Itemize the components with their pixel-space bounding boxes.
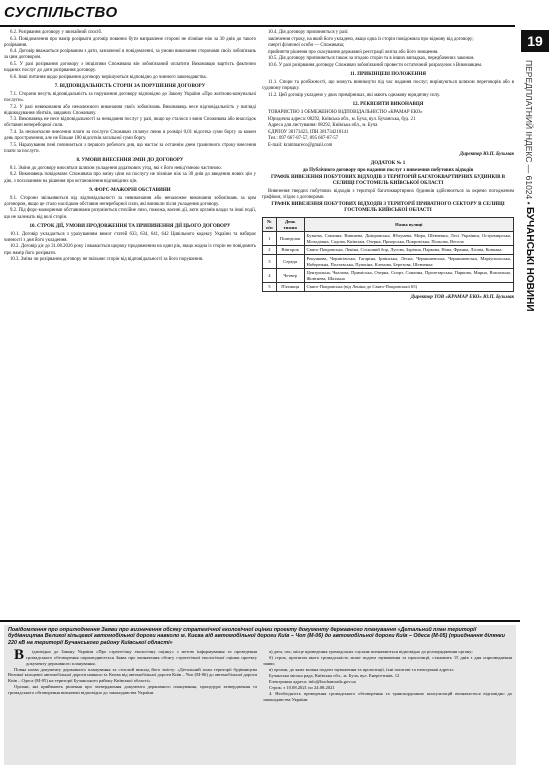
vertical-masthead	[524, 60, 535, 312]
section-heading: 12. РЕКВІЗИТИ ВИКОНАВЦЯ	[352, 101, 424, 107]
paragraph: Органи, які приймають рішення про затвердження документа державного планування, процедура затвердження та громадського обговорення визначені відповідно до законодавства України.	[8, 684, 257, 695]
paragraph: 7.1. Сторони несуть відповідальність за порушення договору відповідно до Закону України «Про житлово-комунальні послуги».	[4, 91, 256, 103]
announcement-column-right	[263, 649, 512, 703]
page-header	[0, 0, 555, 26]
column-header: День тижня	[276, 217, 304, 231]
schedule-title-2: ГРАФІК ВИВЕЗЕННЯ ПОБУТОВИХ ВІДХОДІВ З ТЕРИТОРІЇ ПРИВАТНОГО СЕКТОРУ В СЕЛИЩІ ГОСТОМЕЛЬ КИЇВСЬКОЇ ОБЛАСТІ	[271, 201, 505, 213]
paragraph	[8, 649, 257, 666]
header-rule	[0, 25, 515, 27]
paragraph: Повна назва документу державного планування та стислий виклад його змісту: «Детальний план території будівництва Великої кільцевої автомобільної дороги навколо м. Києва від автомобільної дороги Київ – Чоп (М-06) до автомобільної дороги Київ – Одеса (М-05) на території Бучанського району Київської області».	[8, 666, 257, 684]
paragraph: 7.3. Виконавець не несе відповідальності за ненадання послуг у разі, якщо це сталося з вини Споживача або внаслідок обставин непереборної сили.	[4, 117, 256, 129]
paragraph: Бучанська міська рада, Київська обл., м. Буча, вул. Енергетиків, 12	[269, 673, 400, 679]
company-name: ТОВАРИСТВО З ОБМЕЖЕНОЮ ВІДПОВІДАЛЬНІСТЮ «КРАМАР ЕКО»	[268, 110, 423, 116]
row-number: 1	[263, 232, 277, 246]
paragraph: 7.5. Нарахування пені починається з першого робочого дня, що настає за останнім днем граничного строку внесення плати за послуги.	[4, 142, 256, 154]
paragraph: Строк: з 10.08.2021 по 24.08.2021	[269, 685, 335, 691]
paragraph: 11.1. Спори та розбіжності, що можуть виникнути під час надання послуг, вирішуються шляхом переговорів або в судовому порядку.	[262, 80, 514, 92]
row-day: Середа	[276, 254, 304, 268]
paragraph: 6.5. У разі розірвання договору з ініціативи Споживача він зобов'язаний оплатити Виконавцю вартість фактично наданих послуг до дати розірвання договору.	[4, 61, 256, 74]
announcement-columns	[4, 649, 516, 703]
paragraph: 9.1. Сторони звільняються від відповідальності за невиконання або неналежне виконання зобов'язань за цим договором, якщо це стало наслідком обставин непереборної сили, які виникли після укладення договору.	[4, 195, 256, 207]
paragraph: 10.5. Дія договору припиняється також за згодою сторін та в інших випадках, передбачених законом.	[268, 56, 475, 62]
subscription-index: ПЕРЕДПЛАТНИЙ ІНДЕКС — 61024 •	[524, 60, 534, 205]
paragraph: б) строк, протягом якого громадськість може подати зауваження та пропозиції, становить 15 днів з дня оприлюднення заяви;	[263, 655, 512, 667]
announcement-title: Повідомлення про оприлюднення Заяви про визначення обсягу стратегічної екологічної оцінки проекту документу державного планування «Детальний план території будівництва Великої кільцевої автомобільної дороги навколо м. Києва від автомобільної дороги Київ – Чоп (М-06) до автомобільної дороги Київ – Одеса (М-05) (приєднання ділянки 220 кВ на території Бучанського району Київської області»	[8, 627, 505, 646]
row-day: Четвер	[276, 269, 304, 283]
paragraph: 11.2. Цей договір укладено у двох примірниках, які мають однакову юридичну силу.	[268, 92, 441, 98]
paragraph: 8.1. Зміни до договору вносяться шляхом укладення додаткових угод, які є його невід'ємною частиною.	[10, 165, 222, 171]
paragraph: 10.3. Зміна чи розірвання договору не звільняє сторін від відповідальності за його порушення.	[10, 257, 204, 263]
legal-address: Юридична адреса: 08292, Київська обл., м. Буча, вул. Бучанська, буд. 21	[268, 116, 416, 122]
company-phone: Тел.: 097 667-87-57, 095 667-87-57	[268, 136, 339, 142]
paragraph: 10.2. Договір діє до 31.08.2026 року і вважається щороку продовженим на один рік, якщо жодна із сторін не повідомить про намір його розірвати.	[4, 244, 256, 256]
schedule-title-1: ГРАФІК ВИВЕЗЕННЯ ПОБУТОВИХ ВІДХОДІВ З ТЕРИТОРІЙ БАГАТОКВАРТИРНИХ БУДИНКІВ В СЕЛИЩІ ГОСТОМЕЛЬ КИЇВСЬКОЇ ОБЛАСТІ	[271, 175, 505, 187]
paragraph: в) органи, до яких можна подати зауваження та пропозиції, їхні поштові та електронні адреси:	[269, 667, 455, 673]
table-row	[263, 269, 514, 283]
table-row	[263, 232, 514, 246]
row-day: Понеділок	[276, 232, 304, 246]
paragraph: 6.6. Інші питання щодо розірвання договору вирішуються відповідно до чинного законодавства.	[10, 74, 207, 80]
table-header-row	[263, 217, 514, 231]
signature-line: Директор ТОВ «КРАМАР ЕКО» Ю.П. Бузьмак	[410, 294, 514, 300]
drop-cap: В	[14, 647, 25, 664]
row-streets: Центральна, Чкалова, Приміська, Озерна, Спорт, Сонячна, Пролетарська, Паркова, Мирна, Вокзальна, Жовтнева, Шкільна	[304, 269, 513, 283]
side-strip	[520, 0, 555, 620]
section-heading: 8. УМОВИ ВНЕСЕННЯ ЗМІН ДО ДОГОВОРУ	[76, 157, 184, 163]
announcement-box	[4, 625, 516, 765]
paragraph: 10.6. У разі розірвання договору Споживач зобов'язаний провести остаточний розрахунок з Виконавцем.	[268, 62, 483, 68]
row-day: Вівторок	[276, 246, 304, 255]
row-number: 5	[263, 283, 277, 292]
paragraph: 6.2. Розірвання договору у звичайний спосіб.	[10, 30, 103, 35]
paragraph: 10.4. Дія договору припиняється у разі:	[268, 30, 349, 35]
paragraph: 6.4. Договір вважається розірваним з дати, зазначеної в повідомленні, за умови виконання сторонами своїх зобов'язань за цим договором.	[4, 49, 256, 61]
table-row	[263, 246, 514, 255]
section-heading: 10. СТРОК ДІЇ, УМОВИ ПРОДОВЖЕННЯ ТА ПРИПИНЕННЯ ДІЇ ЦЬОГО ДОГОВОРУ	[29, 223, 231, 229]
paragraph: Електронна адреса: info@buchamrada.gov.ua	[269, 679, 356, 685]
paragraph: 10.1. Договір укладається з урахуванням вимог статей 633, 634, 641, 642 Цивільного кодексу України та набирає чинності з дня його укладення.	[4, 231, 256, 243]
right-column	[262, 30, 514, 615]
section-heading: 9. ФОРС-МАЖОРНІ ОБСТАВИНИ	[89, 187, 171, 193]
signature-line: Директор Ю.П. Бузьмак	[459, 152, 514, 158]
appendix-title: ДОДАТОК № 1	[370, 161, 406, 167]
section-title: СУСПІЛЬСТВО	[4, 4, 118, 21]
table-row	[263, 254, 514, 268]
row-number: 2	[263, 246, 277, 255]
appendix-subtitle: до Публічного договору про надання послуг з вивезення побутових відходів	[302, 168, 474, 174]
paragraph: 7.2. У разі невиконання або неналежного виконання своїх зобов'язань Виконавець несе відповідальність у вигляді відшкодування збитків, завданих Споживачу.	[4, 104, 256, 116]
paragraph-text: ідповідно до Закону України «Про стратегічну екологічну оцінку» з метою інформування та проведення громадського обговорення оприлюднюється Заява про визначення обсягу стратегічної екологічної оцінки проекту документу державного планування.	[26, 649, 257, 666]
paragraph: прийняття рішення про скасування державної реєстрації житла або його знищення.	[268, 49, 439, 55]
paragraph: 8.2. Виконавець повідомляє Споживача про зміну ціни на послугу не пізніше ніж за 30 днів до введення нових цін у дію, з посиланням на рішення про встановлення відповідних цін.	[4, 172, 256, 184]
paragraph: Вивезення твердих побутових відходів з території багатоквартирних будинків здійснюється за окремо погодженим графіком, згідно з договорами.	[262, 188, 514, 200]
postal-address: Адреса для листування: 08292, Київська обл., м. Буча	[268, 123, 378, 129]
row-streets: Рекункова, Чернігівська, Гагаріна, Ірпінська, Лесна, Чернишевська, Чернишовська, Маріупольська, Набережна, Полтавська, Пушкіна, Кленова, Березова, Шевченка	[304, 254, 513, 268]
paragraph: 9.2. Під форс-мажорними обставинами розуміються стихійне лихо, пожежа, воєнні дії, акти органів влади та інші події, що не залежать від волі сторін.	[4, 208, 256, 220]
schedule-table	[262, 217, 514, 292]
left-column	[4, 30, 256, 615]
section-heading: 11. ПРИКІНЦЕВІ ПОЛОЖЕННЯ	[350, 72, 426, 78]
announcement-column-left	[8, 649, 257, 703]
section-heading: 7. ВІДПОВІДАЛЬНІСТЬ СТОРІН ЗА ПОРУШЕННЯ ДОГОВОРУ	[54, 83, 206, 89]
row-number: 4	[263, 269, 277, 283]
paragraph: смерті фізичної особи — Споживача;	[268, 43, 345, 49]
table-row	[263, 283, 514, 292]
row-streets: Свято-Покровська, Леніна, Сосновий бор, Лугова, Зарічна, Паркова, Нова, Франка, Лісова, Ковпака	[304, 246, 513, 255]
row-day: П'ятниця	[276, 283, 304, 292]
company-codes: ЄДРПОУ 38173423, ІПН 381734210141	[268, 129, 349, 135]
column-header: Назва вулиці	[304, 217, 513, 231]
paragraph: 7.4. За несвоєчасне внесення плати за послуги Споживач сплачує пеню в розмірі 0,01 відсотка суми боргу за кожен день прострочення, але не більше 100 відсотків загальної суми боргу.	[4, 129, 256, 141]
paragraph: а) дата, час, місце проведення громадських слухань визначаються відповідно до розпорядження органу;	[269, 649, 473, 655]
newspaper-brand: БУЧАНСЬКІ НОВИНИ	[524, 206, 535, 312]
row-streets: Свято-Покровська (від Леніна до Свято-Покровської 65)	[304, 283, 513, 292]
row-streets: Бузкова, Сонячна, Вишнева, Дніпровська, Яблунева, Мира, Шевченка, Лесі Українки, Остромирська, Молодіжна, Садова, Київська, Озерна, Приорська, Покровська, Польова, Весела	[304, 232, 513, 246]
company-email: E-mail: krammareco@gmail.com	[268, 143, 333, 148]
paragraph: 6.3. Повідомлення про намір розірвати договір повинно бути направлене стороні не пізніше ніж за 30 днів до такого розірвання.	[4, 36, 256, 48]
column-header: № п/п	[263, 217, 277, 231]
paragraph: закінчення строку, на який його укладено, якщо одна із сторін повідомила про відмову від договору;	[268, 36, 474, 42]
section-divider	[0, 620, 520, 622]
page-number: 19	[521, 30, 549, 52]
row-number: 3	[263, 254, 277, 268]
paragraph: 4. Необхідність проведення громадського обговорення та транскордонних консультацій визначається відповідно до законодавства України.	[263, 691, 512, 703]
